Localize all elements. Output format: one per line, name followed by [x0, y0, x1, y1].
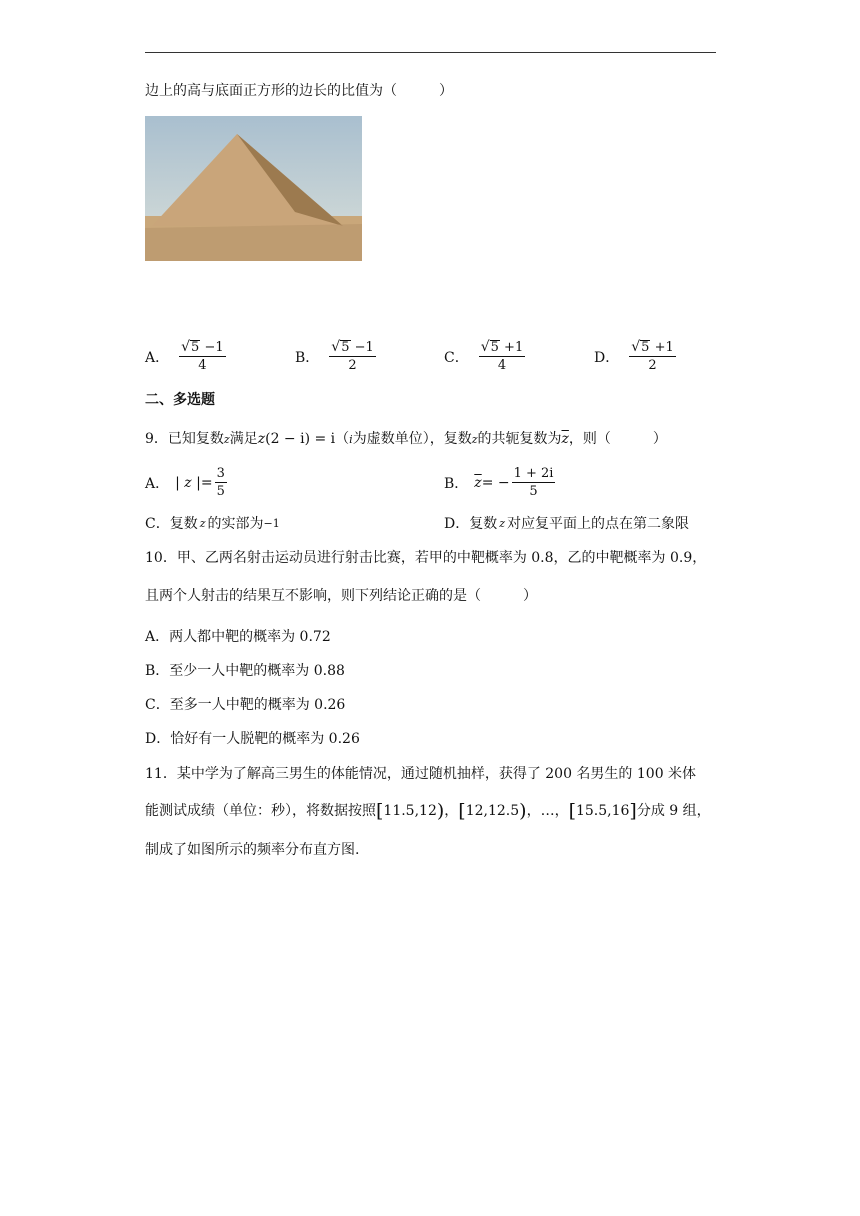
q8-option-b[interactable]: B． √ 5 −1 2 [295, 339, 374, 373]
q10-option-b[interactable]: B．至少一人中靶的概率为 0.88 [145, 663, 345, 679]
q8-option-a[interactable]: A． √ 5 −1 4 [145, 339, 224, 373]
q10-option-c[interactable]: C．至多一人中靶的概率为 0.26 [145, 697, 346, 713]
q9-option-d[interactable]: D．复数 z 对应复平面上的点在第二象限 [444, 516, 690, 532]
q9-stem: 9．已知复数z满足z(2 − i) = i（i为虚数单位），复数z的共轭复数为$\overline{z}$，则（ ） [145, 431, 667, 447]
q9-option-a[interactable]: A． | z |= $\frac{3}{5}$ [145, 466, 225, 499]
header-rule [145, 52, 716, 53]
q8-option-a-fraction: √ 5 −1 4 [181, 339, 224, 373]
pyramid-photo [145, 116, 362, 261]
q11-stem-line1: 11．某中学为了解高三男生的体能情况，通过随机抽样，获得了 200 名男生的 100 米体 [145, 766, 697, 782]
q8-option-d-fraction: √ 5 +1 2 [631, 339, 674, 373]
q8-option-c-fraction: √ 5 +1 4 [480, 339, 524, 373]
q10-option-d[interactable]: D．恰好有一人脱靶的概率为 0.26 [145, 731, 360, 747]
q9-option-c[interactable]: C．复数 z 的实部为 −1 [145, 516, 280, 532]
q8-stem-tail: 边上的高与底面正方形的边长的比值为（ ） [145, 83, 453, 99]
section-title-multi-choice: 二、多选题 [145, 392, 215, 408]
q8-option-c[interactable]: C． √ 5 +1 4 [444, 339, 524, 373]
q11-stem-line3: 制成了如图所示的频率分布直方图. [145, 842, 360, 858]
q11-stem-line2: 能测试成绩（单位：秒），将数据按照[11.5,12)，[12,12.5)，…，[15.5,16]分成 9 组， [145, 800, 711, 822]
q9-option-b[interactable]: B． $\overline{z}$ = − $\frac{1 + 2i}{5}$ [444, 466, 554, 499]
q8-option-d[interactable]: D． √ 5 +1 2 [594, 339, 674, 373]
q8-option-b-fraction: √ 5 −1 2 [331, 339, 374, 373]
q10-option-a[interactable]: A．两人都中靶的概率为 0.72 [145, 629, 331, 645]
q10-stem-line1: 10．甲、乙两名射击运动员进行射击比赛，若甲的中靶概率为 0.8，乙的中靶概率为 0.9， [145, 550, 707, 566]
q10-stem-line2: 且两个人射击的结果互不影响，则下列结论正确的是（ ） [145, 588, 537, 604]
